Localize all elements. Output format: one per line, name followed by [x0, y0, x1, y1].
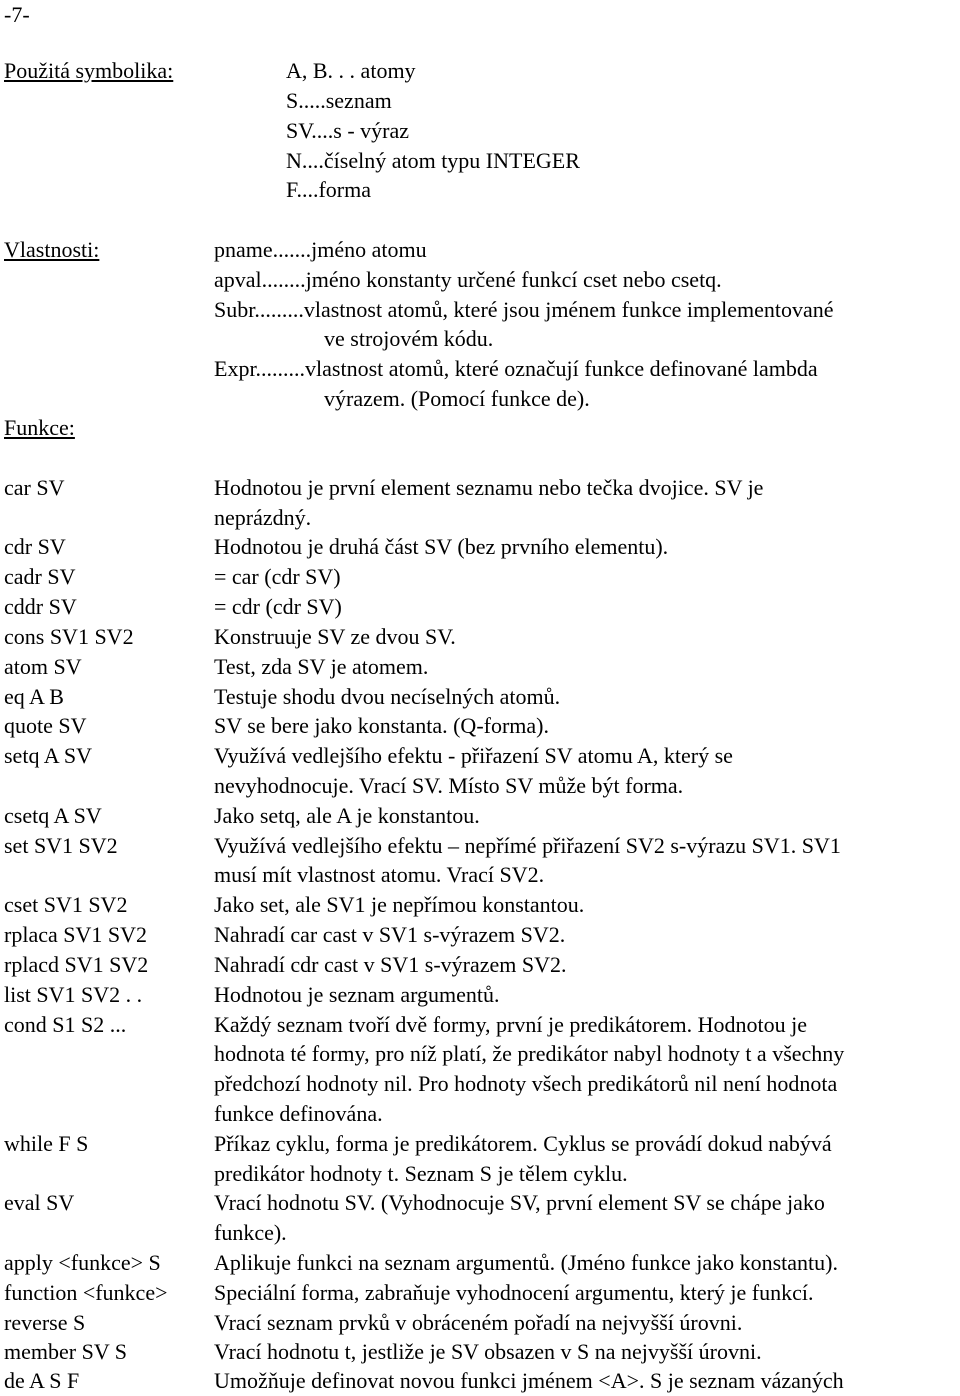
function-desc: Test, zda SV je atomem. — [214, 654, 429, 679]
function-desc: = cdr (cdr SV) — [214, 594, 342, 619]
function-name: csetq A SV — [4, 803, 102, 828]
property-line: Subr.........vlastnost atomů, které jsou jménem funkce implementované — [214, 297, 834, 322]
function-desc: Využívá vedlejšího efektu - přiřazení SV atomu A, který se — [214, 743, 733, 768]
function-desc: Hodnotou je první element seznamu nebo tečka dvojice. SV je — [214, 475, 764, 500]
function-desc: Vrací hodnotu t, jestliže je SV obsazen v S na nejvyšší úrovni. — [214, 1339, 762, 1364]
function-name: eq A B — [4, 684, 64, 709]
function-name: apply <funkce> S — [4, 1250, 161, 1275]
function-desc: funkce definována. — [214, 1101, 383, 1126]
function-desc: hodnota té formy, pro níž platí, že predikátor nabyl hodnoty t a všechny — [214, 1041, 845, 1066]
symbol-item: A, B. . . atomy — [286, 58, 416, 83]
function-name: cdr SV — [4, 534, 66, 559]
function-desc: Nahradí car cast v SV1 s-výrazem SV2. — [214, 922, 566, 947]
function-desc: Využívá vedlejšího efektu – nepřímé přiřazení SV2 s-výrazu SV1. SV1 — [214, 833, 841, 858]
function-name: rplaca SV1 SV2 — [4, 922, 147, 947]
function-desc: Hodnotou je seznam argumentů. — [214, 982, 500, 1007]
function-desc: = car (cdr SV) — [214, 564, 341, 589]
property-line: ve strojovém kódu. — [324, 326, 494, 351]
function-desc: Jako setq, ale A je konstantou. — [214, 803, 480, 828]
function-name: quote SV — [4, 713, 87, 738]
function-desc: Konstruuje SV ze dvou SV. — [214, 624, 456, 649]
function-name: de A S F — [4, 1368, 80, 1393]
function-name: car SV — [4, 475, 65, 500]
function-desc: predikátor hodnoty t. Seznam S je tělem cyklu. — [214, 1161, 628, 1186]
function-desc: funkce). — [214, 1220, 287, 1245]
property-line: Expr.........vlastnost atomů, které označují funkce definované lambda — [214, 356, 818, 381]
function-name: rplacd SV1 SV2 — [4, 952, 149, 977]
function-desc: Speciální forma, zabraňuje vyhodnocení argumentu, který je funkcí. — [214, 1280, 814, 1305]
property-line: apval........jméno konstanty určené funkcí cset nebo csetq. — [214, 267, 722, 292]
symbol-item: SV....s - výraz — [286, 118, 410, 143]
function-name: cadr SV — [4, 564, 76, 589]
function-name: set SV1 SV2 — [4, 833, 118, 858]
function-name: atom SV — [4, 654, 82, 679]
function-desc: neprázdný. — [214, 505, 312, 530]
function-name: reverse S — [4, 1310, 86, 1335]
property-line: výrazem. (Pomocí funkce de). — [324, 386, 590, 411]
property-line: pname.......jméno atomu — [214, 237, 427, 262]
function-desc: SV se bere jako konstanta. (Q-forma). — [214, 713, 549, 738]
function-name: member SV S — [4, 1339, 128, 1364]
function-desc: Testuje shodu dvou necíselných atomů. — [214, 684, 561, 709]
function-name: setq A SV — [4, 743, 93, 768]
function-desc: Každý seznam tvoří dvě formy, první je predikátorem. Hodnotou je — [214, 1012, 808, 1037]
function-desc: Umožňuje definovat novou funkci jménem <A>. S je seznam vázaných — [214, 1368, 844, 1393]
function-desc: Nahradí cdr cast v SV1 s-výrazem SV2. — [214, 952, 567, 977]
function-desc: musí mít vlastnost atomu. Vrací SV2. — [214, 862, 545, 887]
function-desc: Vrací seznam prvků v obráceném pořadí na nejvyšší úrovni. — [214, 1310, 743, 1335]
page-number: -7- — [4, 2, 30, 27]
functions-heading: Funkce: — [4, 415, 75, 440]
function-name: cons SV1 SV2 — [4, 624, 134, 649]
function-name: eval SV — [4, 1190, 75, 1215]
symbol-item: S.....seznam — [286, 88, 392, 113]
function-name: cond S1 S2 ... — [4, 1012, 127, 1037]
function-name: cset SV1 SV2 — [4, 892, 128, 917]
symbols-heading: Použitá symbolika: — [4, 58, 174, 83]
function-desc: předchozí hodnoty nil. Pro hodnoty všech predikátorů nil není hodnota — [214, 1071, 838, 1096]
function-desc: Aplikuje funkci na seznam argumentů. (Jméno funkce jako konstantu). — [214, 1250, 838, 1275]
function-name: function <funkce> — [4, 1280, 168, 1305]
function-desc: Hodnotou je druhá část SV (bez prvního elementu). — [214, 534, 669, 559]
properties-heading: Vlastnosti: — [4, 237, 100, 262]
function-desc: Příkaz cyklu, forma je predikátorem. Cyklus se provádí dokud nabývá — [214, 1131, 832, 1156]
function-name: list SV1 SV2 . . — [4, 982, 143, 1007]
symbol-item: F....forma — [286, 177, 372, 202]
function-name: cddr SV — [4, 594, 77, 619]
function-name: while F S — [4, 1131, 89, 1156]
function-desc: Vrací hodnotu SV. (Vyhodnocuje SV, první element SV se chápe jako — [214, 1190, 825, 1215]
symbol-item: N....číselný atom typu INTEGER — [286, 148, 580, 173]
function-desc: nevyhodnocuje. Vrací SV. Místo SV může být forma. — [214, 773, 684, 798]
function-desc: Jako set, ale SV1 je nepřímou konstantou. — [214, 892, 585, 917]
